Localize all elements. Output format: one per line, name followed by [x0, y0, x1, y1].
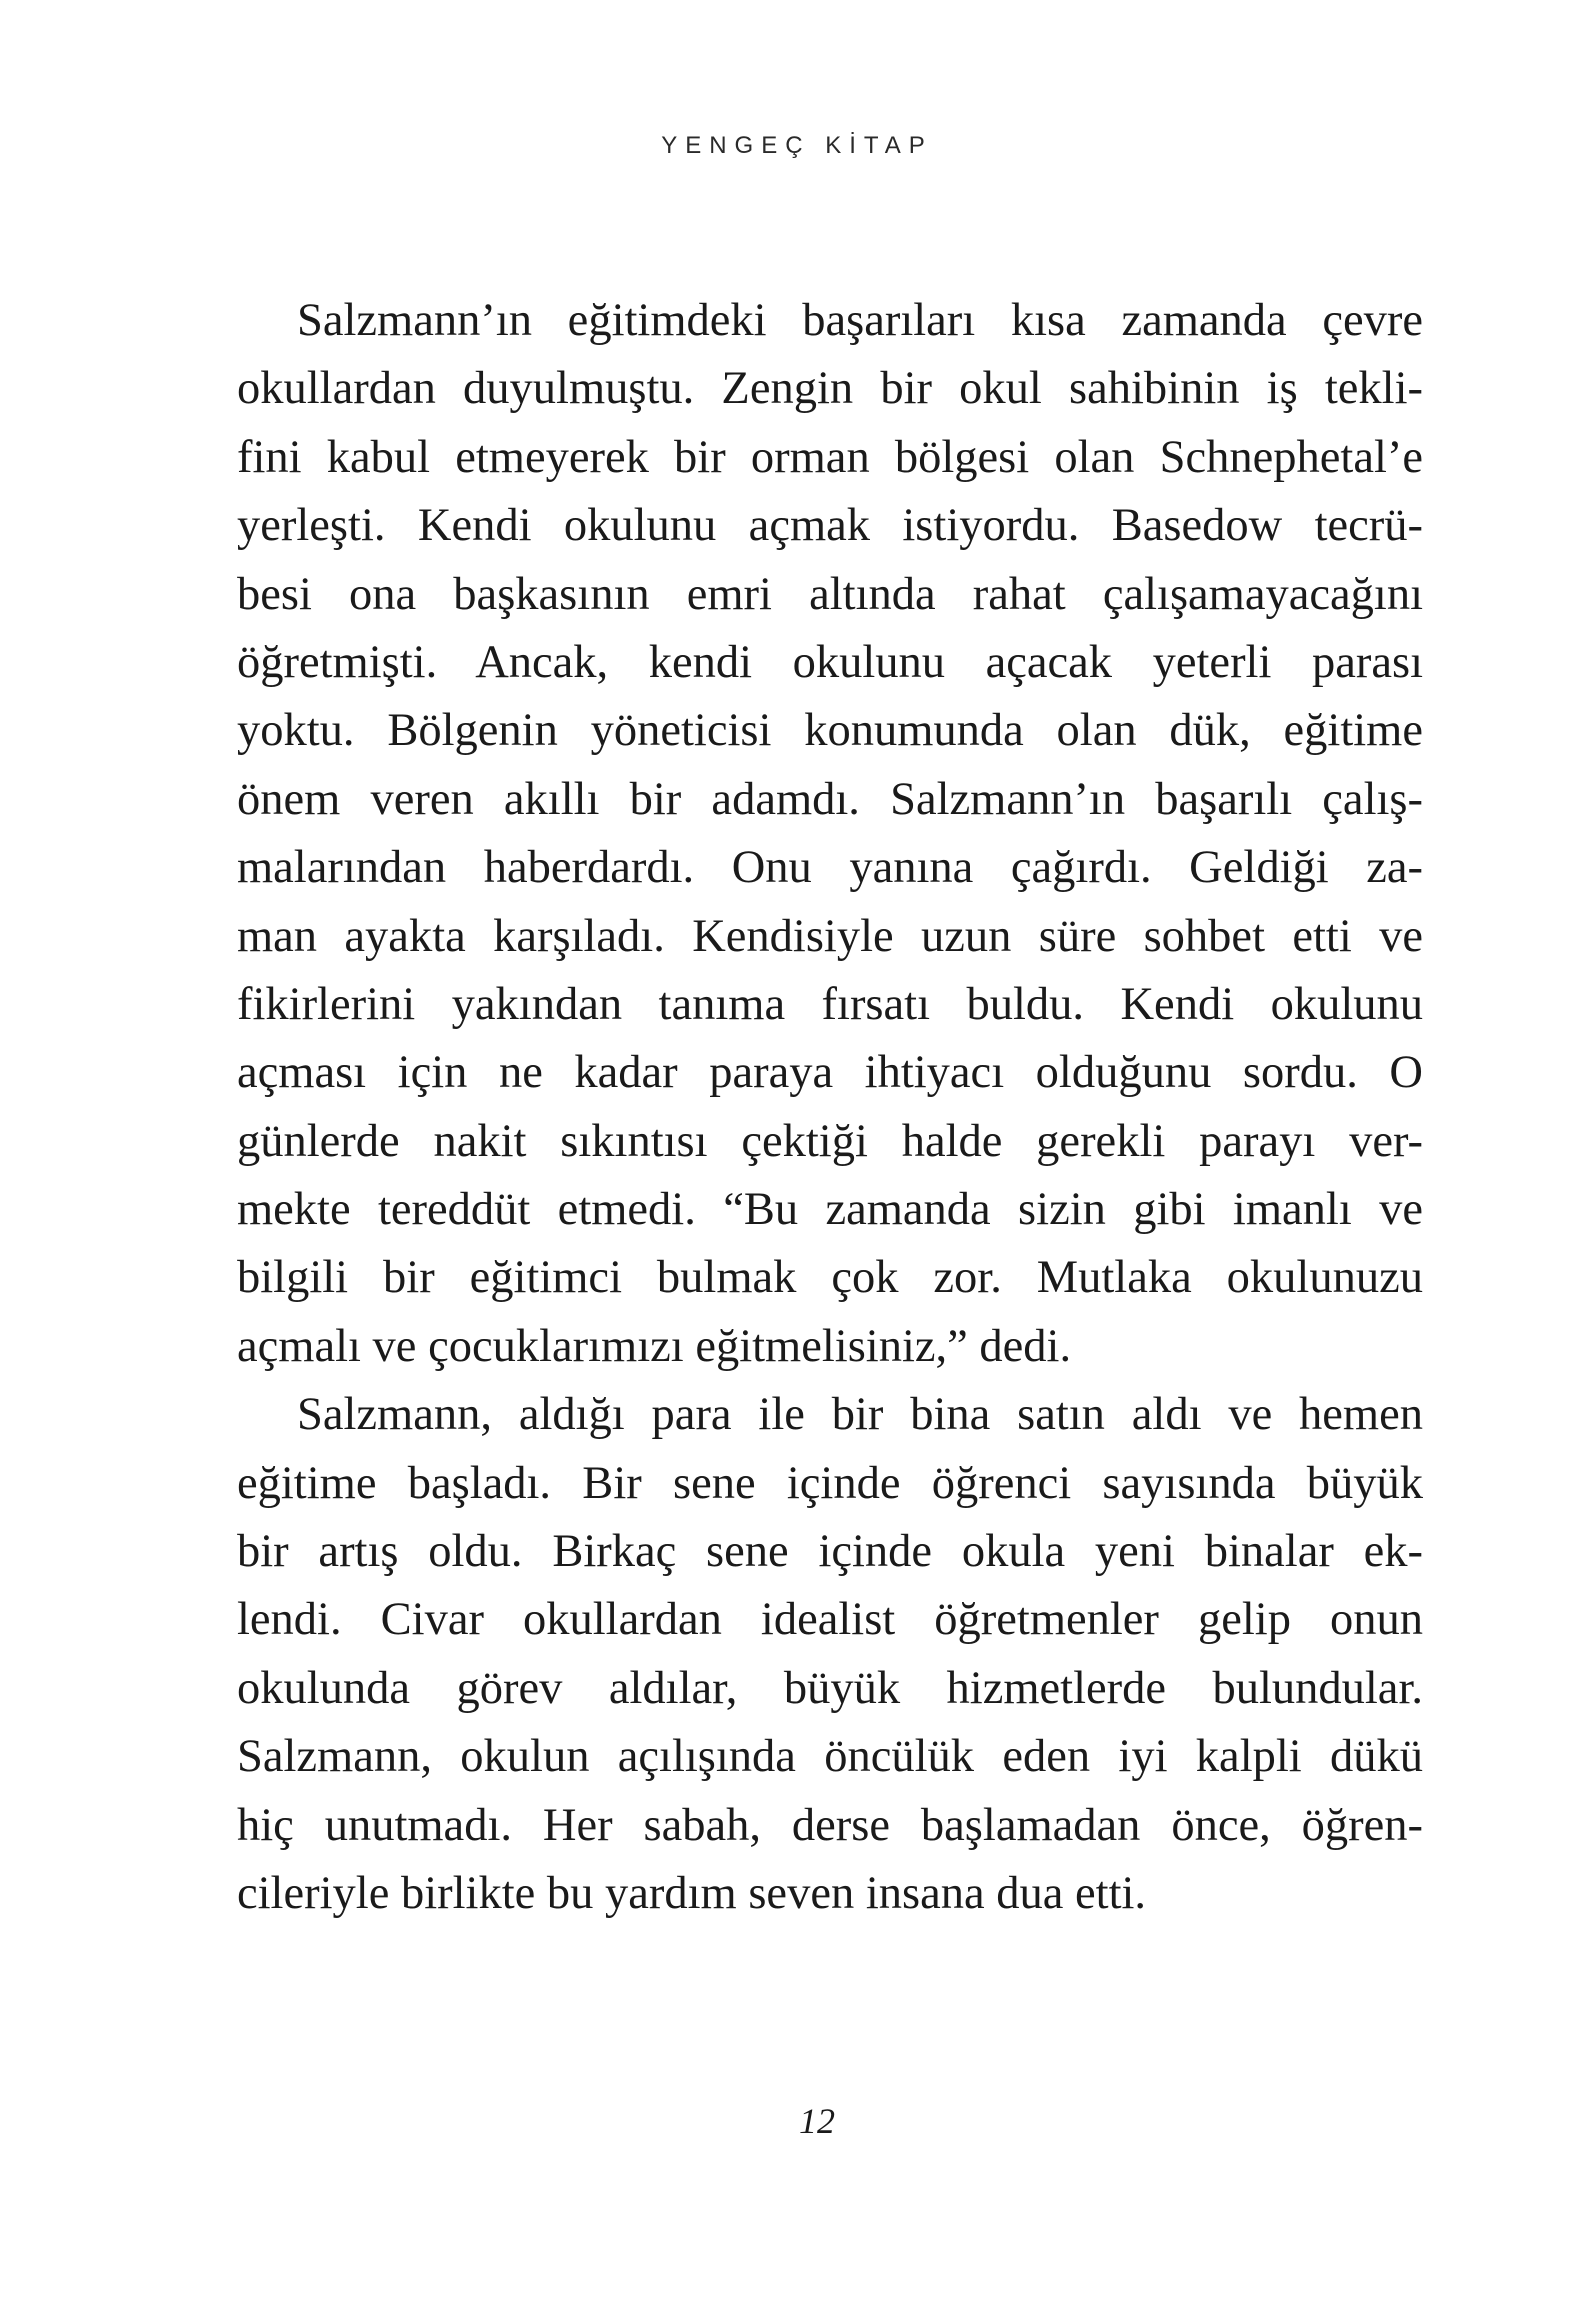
- text-line: açması için ne kadar paraya ihtiyacı olduğunu sordu. O: [237, 1047, 1423, 1099]
- text-line: hiç unutmadı. Her sabah, derse başlamadan önce, öğren-: [237, 1799, 1423, 1851]
- text-line: fini kabul etmeyerek bir orman bölgesi olan Schnephetal’e: [237, 431, 1423, 483]
- text-line: mekte tereddüt etmedi. “Bu zamanda sizin gibi imanlı ve: [237, 1184, 1423, 1236]
- page-number: 12: [799, 2101, 835, 2141]
- text-line: lendi. Civar okullardan idealist öğretmenler gelip onun: [237, 1594, 1423, 1646]
- text-line: Salzmann, okulun açılışında öncülük eden iyi kalpli dükü: [237, 1731, 1423, 1783]
- text-line: yoktu. Bölgenin yöneticisi konumunda olan dük, eğitime: [237, 705, 1423, 757]
- text-line: bir artış oldu. Birkaç sene içinde okula yeni binalar ek-: [237, 1526, 1423, 1578]
- text-line: Salzmann, aldığı para ile bir bina satın aldı ve hemen: [297, 1389, 1423, 1441]
- text-line: öğretmişti. Ancak, kendi okulunu açacak yeterli parası: [237, 636, 1423, 688]
- text-line: eğitime başladı. Bir sene içinde öğrenci sayısında büyük: [237, 1457, 1423, 1509]
- text-line: okullardan duyulmuştu. Zengin bir okul sahibinin iş tekli-: [237, 363, 1423, 415]
- text-line: bilgili bir eğitimci bulmak çok zor. Mutlaka okulunuzu: [237, 1252, 1423, 1304]
- text-line: günlerde nakit sıkıntısı çektiği halde gerekli parayı ver-: [237, 1115, 1423, 1167]
- text-line: malarından haberdardı. Onu yanına çağırdı. Geldiği za-: [237, 842, 1423, 894]
- text-line: man ayakta karşıladı. Kendisiyle uzun süre sohbet etti ve: [237, 910, 1423, 962]
- text-line: Salzmann’ın eğitimdeki başarıları kısa zamanda çevre: [297, 295, 1423, 346]
- text-line: okulunda görev aldılar, büyük hizmetlerde bulundular.: [237, 1662, 1423, 1714]
- text-line: fikirlerini yakından tanıma fırsatı buldu. Kendi okulunu: [237, 978, 1423, 1030]
- text-line: önem veren akıllı bir adamdı. Salzmann’ın başarılı çalış-: [237, 773, 1423, 825]
- body-text: [237, 287, 1423, 1928]
- text-line: yerleşti. Kendi okulunu açmak istiyordu. Basedow tecrü-: [237, 500, 1423, 552]
- paragraph-1: [237, 287, 1423, 1381]
- text-line: cileriyle birlikte bu yardım seven insana dua etti.: [237, 1867, 1147, 1919]
- paragraph-2: [237, 1381, 1423, 1928]
- text-line: besi ona başkasının emri altında rahat çalışamayacağını: [237, 568, 1423, 620]
- running-header: YENGEÇ KİTAP: [661, 132, 933, 159]
- text-line: açmalı ve çocuklarımızı eğitmelisiniz,” dedi.: [237, 1320, 1072, 1372]
